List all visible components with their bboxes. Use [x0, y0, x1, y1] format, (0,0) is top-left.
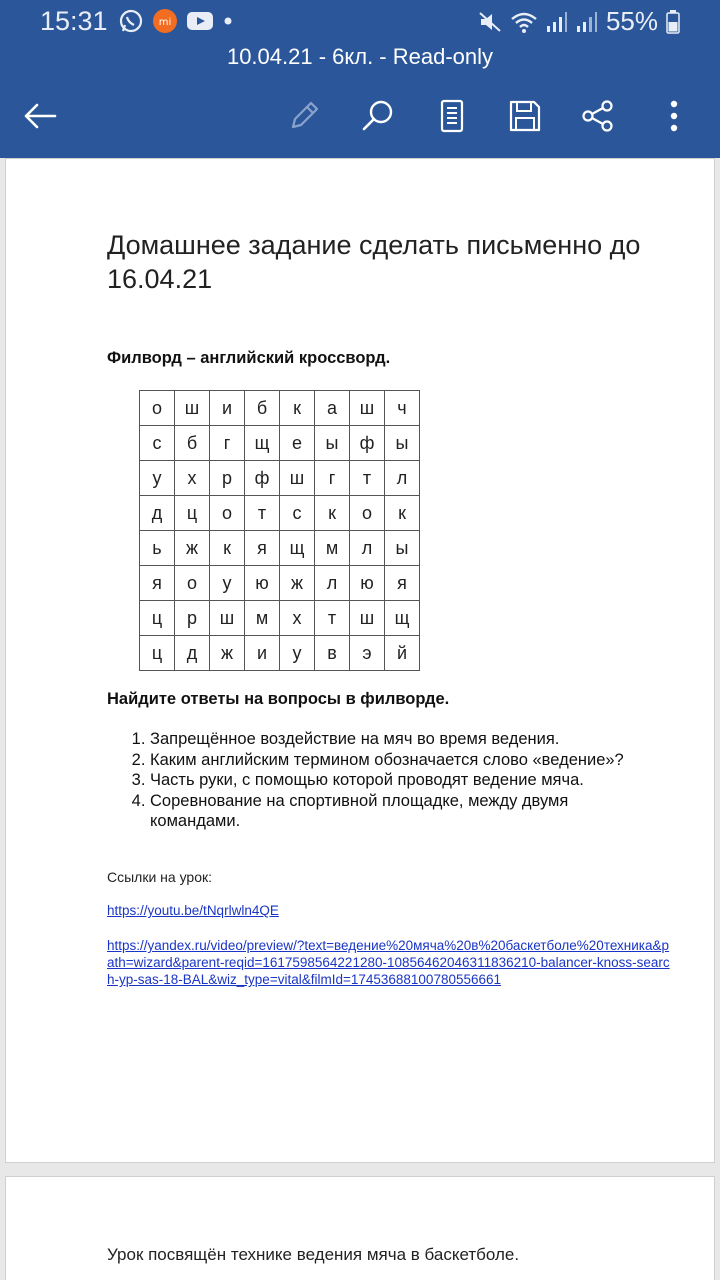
filword-subheading: Филворд – английский кроссворд. [107, 349, 391, 367]
more-options-button[interactable] [646, 88, 702, 144]
status-right [478, 6, 680, 37]
list-item: 1. Запрещённое воздействие на мяч во время ведения. [150, 729, 650, 750]
grid-cell: и [210, 391, 245, 426]
grid-row [140, 566, 420, 601]
grid-cell: т [245, 496, 280, 531]
grid-cell: ш [350, 391, 385, 426]
grid-cell: к [280, 391, 315, 426]
notification-icons [118, 8, 234, 34]
filword-grid [139, 390, 420, 671]
back-button[interactable] [12, 88, 68, 144]
grid-cell: ц [140, 601, 175, 636]
grid-cell: д [175, 636, 210, 671]
grid-cell: т [350, 461, 385, 496]
grid-row [140, 531, 420, 566]
document-heading: Домашнее задание сделать письменно до 16.04.21 [107, 230, 641, 294]
grid-cell: с [280, 496, 315, 531]
grid-cell: в [315, 636, 350, 671]
edit-button[interactable] [276, 88, 332, 144]
grid-row [140, 601, 420, 636]
grid-cell: к [385, 496, 420, 531]
grid-cell: л [350, 531, 385, 566]
grid-cell: к [315, 496, 350, 531]
task-heading: Найдите ответы на вопросы в филворде. [107, 690, 450, 708]
grid-cell: ф [350, 426, 385, 461]
reading-view-button[interactable] [424, 88, 480, 144]
grid-cell: б [245, 391, 280, 426]
grid-cell: я [140, 566, 175, 601]
grid-cell: й [385, 636, 420, 671]
document-page-2 [5, 1176, 715, 1280]
grid-cell: с [140, 426, 175, 461]
youtube-link[interactable]: https://youtu.be/tNqrlwln4QE [107, 903, 279, 918]
grid-cell: х [175, 461, 210, 496]
grid-cell: ь [140, 531, 175, 566]
status-time: 15:31 [40, 6, 108, 36]
page2-text: Урок посвящён технике ведения мяча в баскетболе. [107, 1245, 520, 1264]
grid-row [140, 426, 420, 461]
app-bar [0, 0, 720, 158]
save-button[interactable] [497, 88, 553, 144]
grid-cell: щ [385, 601, 420, 636]
status-bar [0, 0, 720, 46]
grid-cell: щ [280, 531, 315, 566]
grid-cell: ч [385, 391, 420, 426]
grid-row [140, 461, 420, 496]
grid-cell: ж [280, 566, 315, 601]
grid-cell: р [175, 601, 210, 636]
youtube-icon [186, 10, 214, 32]
signal-2-icon [576, 11, 598, 33]
grid-cell: т [315, 601, 350, 636]
grid-cell: ы [315, 426, 350, 461]
grid-cell: ш [350, 601, 385, 636]
grid-row [140, 636, 420, 671]
whatsapp-icon [118, 8, 144, 34]
grid-row [140, 391, 420, 426]
grid-cell: ю [350, 566, 385, 601]
grid-cell: ы [385, 426, 420, 461]
list-item: 3. Часть руки, с помощью которой проводят ведение мяча. [150, 770, 650, 791]
grid-row [140, 496, 420, 531]
list-item: 4. Соревнование на спортивной площадке, между двумя командами. [150, 791, 650, 832]
grid-cell: х [280, 601, 315, 636]
pencil-icon [287, 99, 321, 133]
mute-icon [478, 10, 502, 34]
document-title: 10.04.21 - 6кл. - Read-only [226, 44, 494, 69]
grid-cell: щ [245, 426, 280, 461]
questions-list [150, 729, 650, 832]
grid-cell: б [175, 426, 210, 461]
battery-icon [666, 10, 680, 34]
document-page-1 [5, 158, 715, 1163]
share-button[interactable] [570, 88, 626, 144]
grid-cell: о [175, 566, 210, 601]
grid-cell: ю [245, 566, 280, 601]
grid-cell: ж [210, 636, 245, 671]
grid-cell: ы [385, 531, 420, 566]
mi-app-icon [152, 8, 178, 34]
grid-cell: э [350, 636, 385, 671]
grid-cell: у [140, 461, 175, 496]
back-arrow-icon [22, 101, 58, 131]
dot-icon [222, 15, 234, 27]
grid-cell: е [280, 426, 315, 461]
grid-cell: я [385, 566, 420, 601]
grid-cell: о [210, 496, 245, 531]
battery-percent: 55% [605, 6, 658, 36]
links-label: Ссылки на урок: [107, 869, 213, 885]
yandex-link[interactable]: https://yandex.ru/video/preview/?text=ведение%20мяча%20в%20баскетболе%20техника&path=wizard&parent-reqid=1617598564221280-10856462046311836210-balancer-knoss-search-yp-sas-18-BAL&wiz_type=vital&filmId=17453688100780556661 [107, 938, 670, 987]
signal-icon [546, 11, 568, 33]
grid-cell: л [315, 566, 350, 601]
share-icon [581, 99, 615, 133]
grid-cell: а [315, 391, 350, 426]
grid-cell: к [210, 531, 245, 566]
grid-cell: ц [140, 636, 175, 671]
grid-cell: у [210, 566, 245, 601]
list-item: 2. Каким английским термином обозначается слово «ведение»? [150, 750, 650, 771]
grid-cell: ж [175, 531, 210, 566]
grid-cell: ш [280, 461, 315, 496]
mobile-view-icon [439, 99, 465, 133]
wifi-icon [510, 10, 538, 34]
grid-cell: и [245, 636, 280, 671]
grid-cell: м [315, 531, 350, 566]
svg-text:mi: mi [158, 17, 172, 28]
grid-cell: о [140, 391, 175, 426]
grid-cell: д [140, 496, 175, 531]
grid-cell: г [210, 426, 245, 461]
grid-cell: л [385, 461, 420, 496]
grid-cell: м [245, 601, 280, 636]
grid-cell: ш [210, 601, 245, 636]
search-button[interactable] [350, 88, 406, 144]
grid-cell: ш [175, 391, 210, 426]
grid-cell: ц [175, 496, 210, 531]
grid-cell: ф [245, 461, 280, 496]
search-icon [361, 99, 395, 133]
grid-cell: г [315, 461, 350, 496]
grid-cell: у [280, 636, 315, 671]
save-icon [508, 99, 542, 133]
toolbar [0, 88, 720, 144]
grid-cell: р [210, 461, 245, 496]
grid-cell: я [245, 531, 280, 566]
more-vertical-icon [669, 99, 679, 133]
grid-cell: о [350, 496, 385, 531]
